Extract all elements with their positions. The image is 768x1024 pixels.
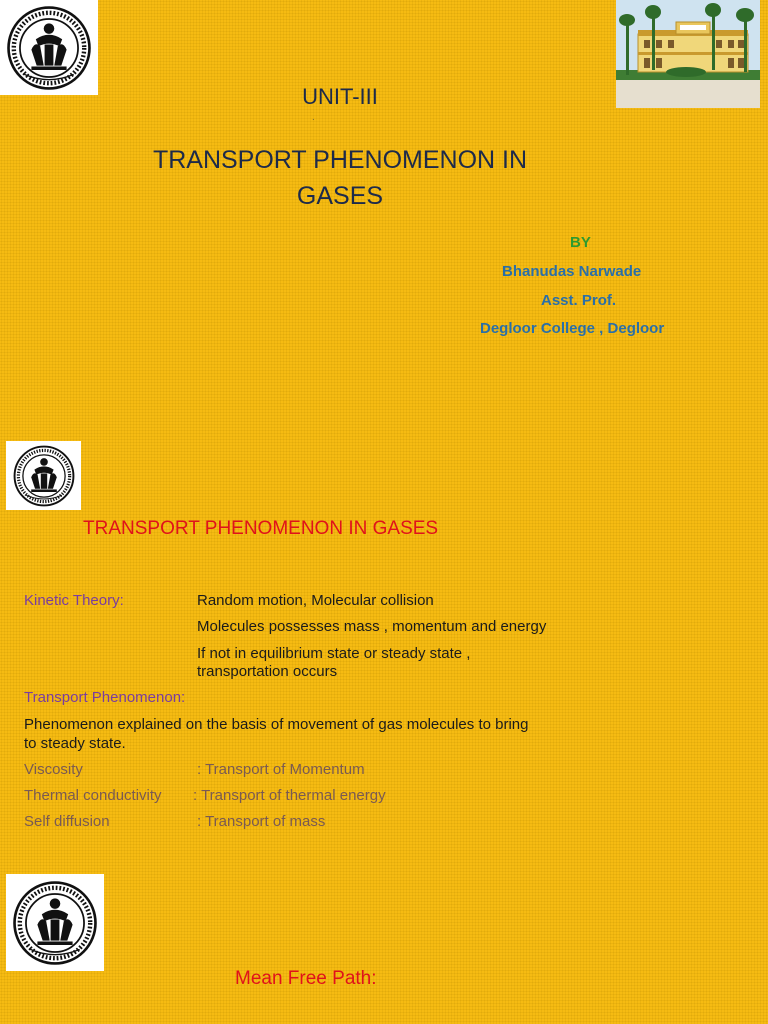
slide-heading: TRANSPORT PHENOMENON IN GASES: [83, 518, 439, 539]
kinetic-item: transportation occurs: [197, 663, 338, 680]
college-emblem-icon: [10, 879, 100, 967]
college-logo: [6, 874, 104, 971]
kinetic-theory-label: Kinetic Theory:: [24, 592, 124, 609]
property-description: : Transport of mass: [197, 813, 326, 830]
unit-heading: UNIT-III: [302, 84, 378, 109]
slide-title-line-1: TRANSPORT PHENOMENON IN: [152, 146, 528, 174]
property-name: Self diffusion: [24, 813, 110, 830]
kinetic-item: Molecules possesses mass , momentum and energy: [197, 618, 547, 635]
author-designation: Asst. Prof.: [541, 292, 617, 309]
author-college: Degloor College , Degloor: [480, 320, 665, 337]
kinetic-item: Random motion, Molecular collision: [197, 592, 434, 609]
property-description: : Transport of thermal energy: [193, 787, 386, 804]
college-emblem-icon: [11, 444, 77, 508]
college-emblem-icon: [4, 4, 94, 92]
explanation-line-2: to steady state.: [24, 735, 126, 752]
transport-phenomenon-label: Transport Phenomenon:: [24, 689, 186, 706]
slide-title: [0, 0, 768, 420]
author-name: Bhanudas Narwade: [502, 263, 642, 280]
slide-title-line-2: GASES: [296, 182, 384, 210]
property-name: Thermal conductivity: [24, 787, 162, 804]
slide-transport-phenomenon: [0, 420, 768, 862]
slide-mean-free-path: [0, 862, 768, 1024]
by-label: BY: [570, 234, 591, 251]
explanation-line-1: Phenomenon explained on the basis of movement of gas molecules to bring: [24, 716, 529, 733]
kinetic-item: If not in equilibrium state or steady state ,: [197, 645, 471, 662]
property-name: Viscosity: [24, 761, 83, 778]
college-logo: [0, 0, 98, 95]
college-logo: [6, 441, 81, 510]
property-description: : Transport of Momentum: [197, 761, 365, 778]
slide-heading: Mean Free Path:: [235, 968, 377, 989]
separator-dot: .: [312, 112, 315, 123]
